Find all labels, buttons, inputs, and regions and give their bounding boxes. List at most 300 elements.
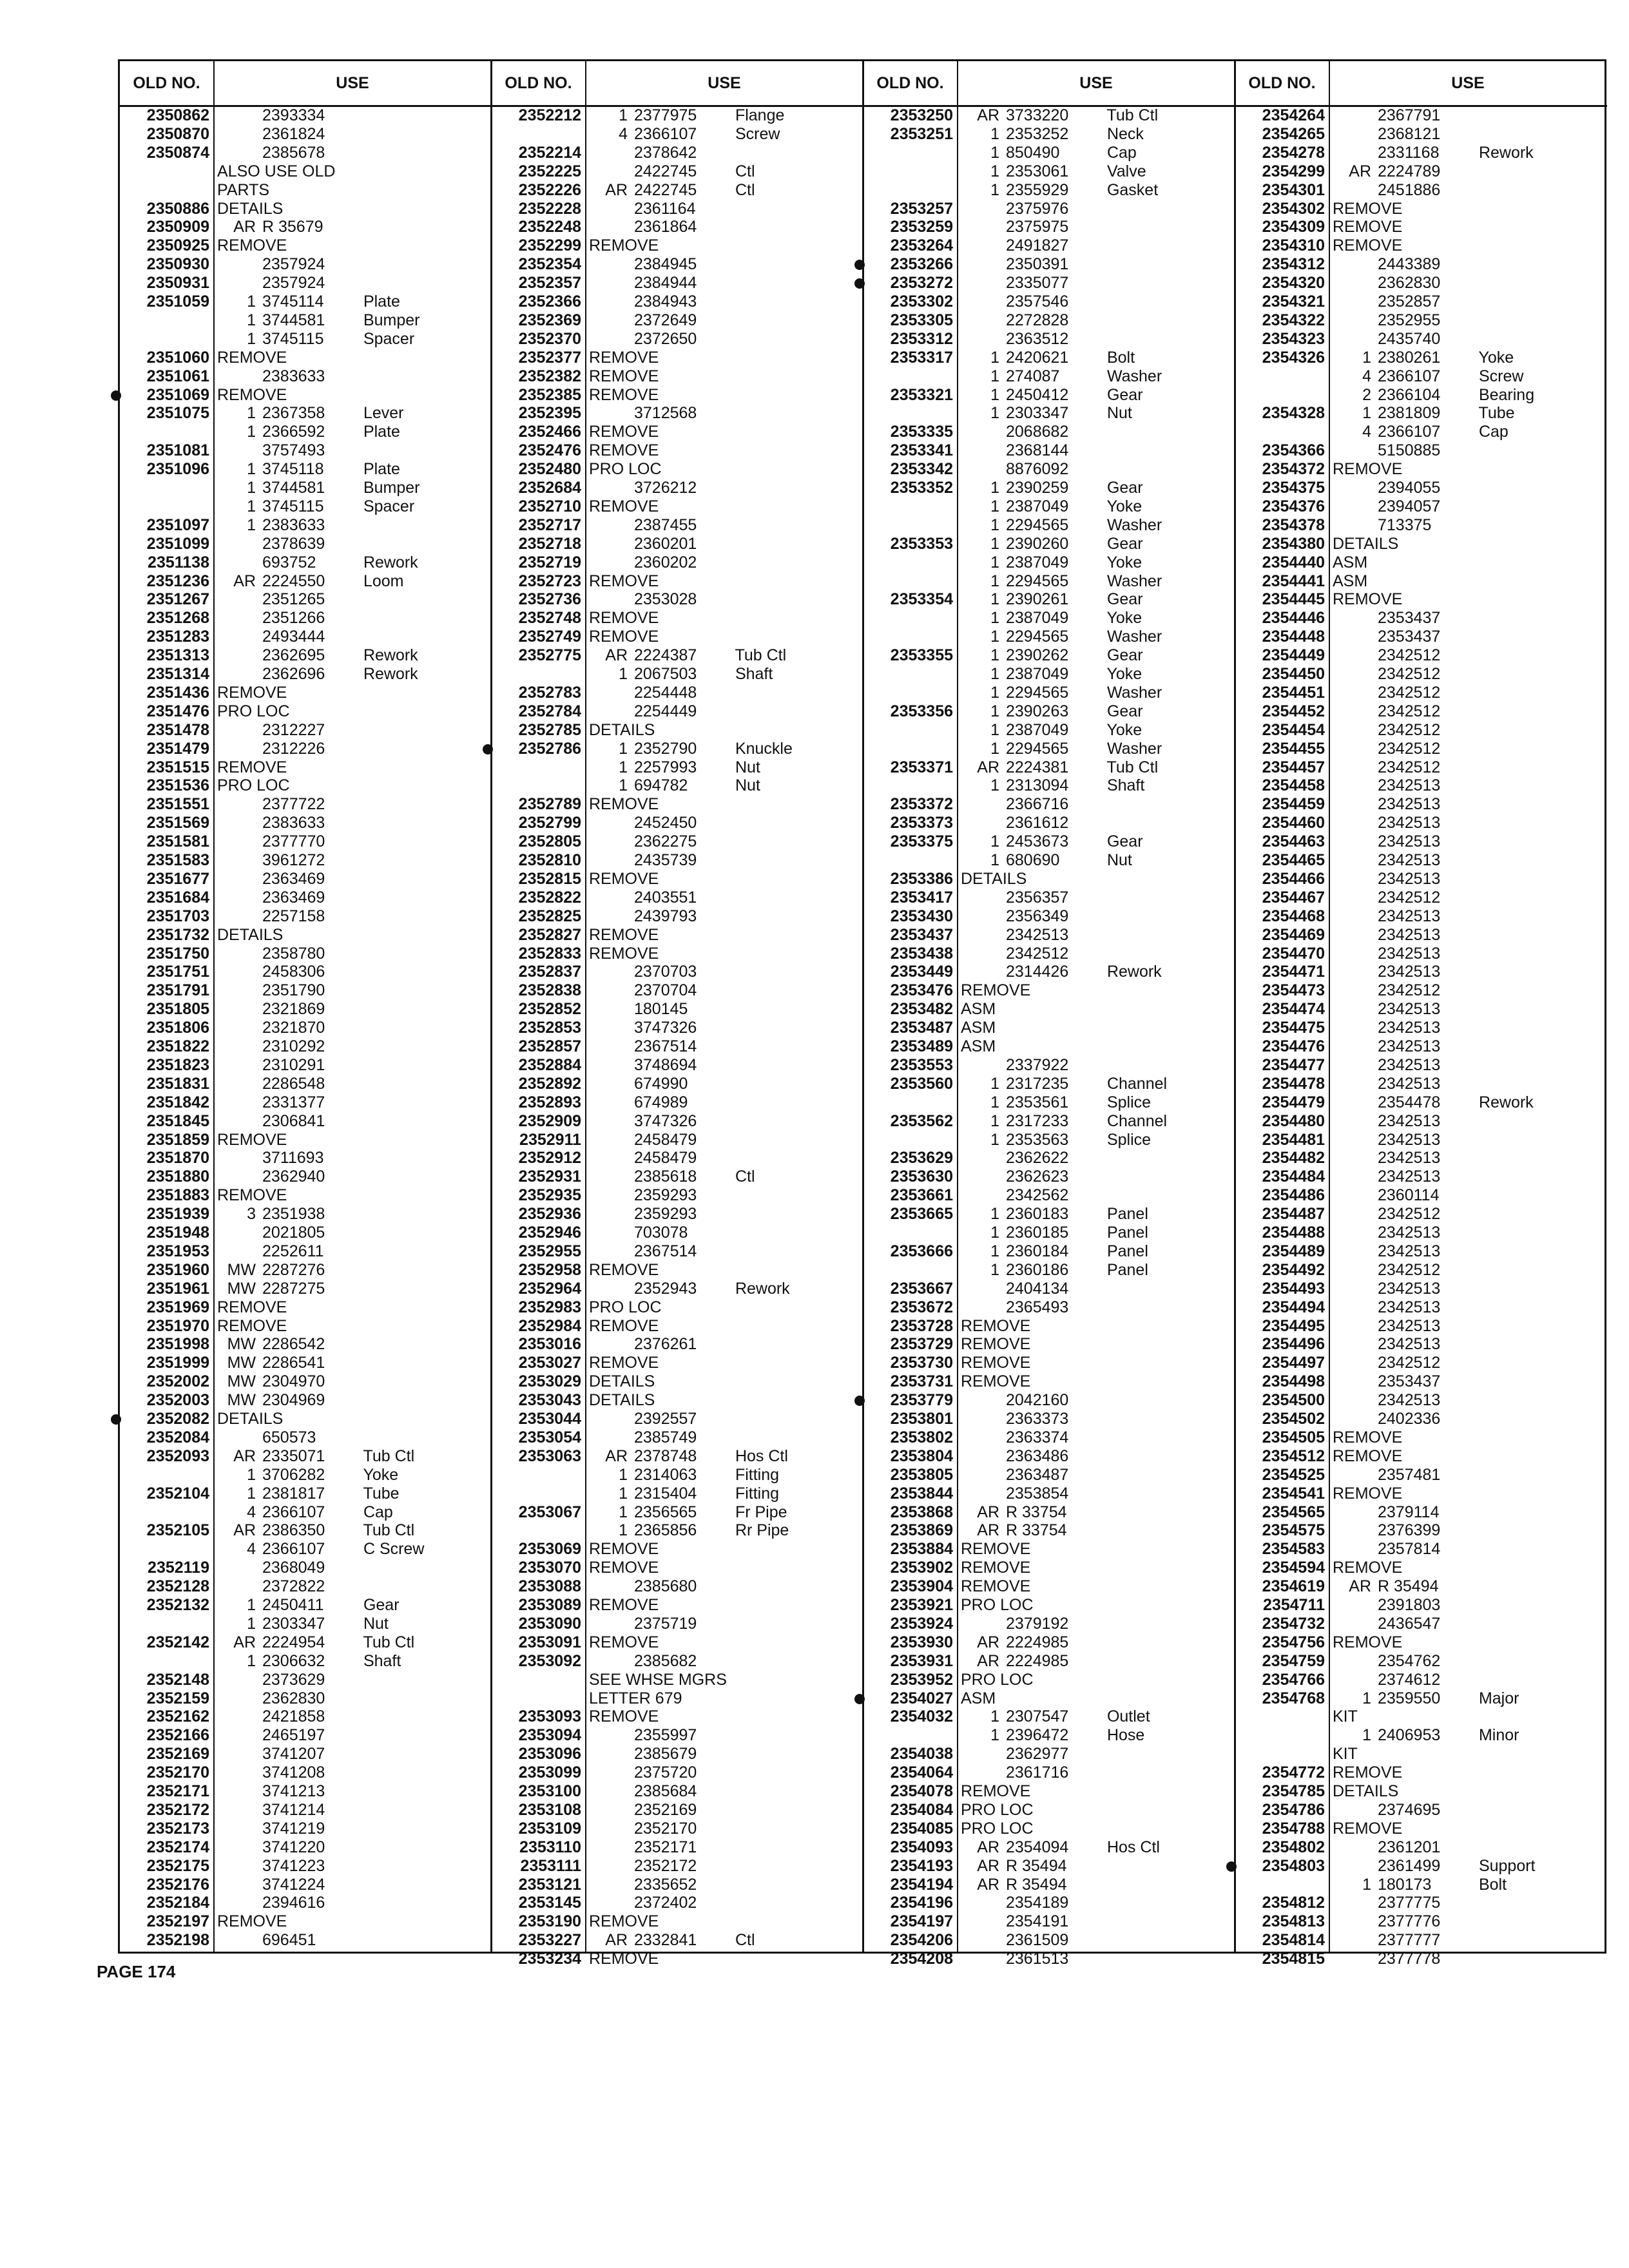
table-row	[120, 144, 492, 162]
old-number: 2353043	[518, 1391, 581, 1410]
old-number: 2352248	[518, 218, 581, 236]
old-number: 2354756	[1262, 1633, 1325, 1651]
part-description: Tub Ctl	[1103, 758, 1159, 776]
use-entry	[959, 367, 1162, 386]
table-row	[863, 1410, 1235, 1428]
use-entry	[588, 1075, 731, 1093]
use-entry	[959, 274, 1103, 293]
quantity: 1	[990, 553, 999, 572]
table-row	[863, 684, 1235, 702]
use-entry	[216, 1354, 359, 1372]
part-description: Outlet	[1103, 1707, 1150, 1726]
use-entry	[959, 404, 1132, 423]
new-part-number: 2294565	[1006, 683, 1069, 702]
table-row	[1235, 1093, 1607, 1112]
old-number: 2352825	[518, 907, 581, 925]
part-description: Tube	[1474, 404, 1515, 423]
part-description: Panel	[1103, 1260, 1148, 1279]
new-part-number: 2370703	[634, 963, 697, 981]
old-number: 2351969	[146, 1298, 209, 1316]
old-number: 2353921	[890, 1596, 953, 1614]
old-number: 2354803	[1262, 1856, 1325, 1875]
part-description: Loom	[359, 572, 404, 590]
quantity: 1	[619, 106, 628, 124]
old-number: 2353386	[890, 869, 953, 888]
new-part-number: 2356565	[634, 1503, 697, 1521]
old-number: 2351536	[146, 776, 209, 795]
use-note: REMOVE	[589, 1707, 659, 1726]
use-entry	[1331, 1838, 1474, 1857]
use-entry	[588, 776, 760, 795]
table-row	[1235, 1801, 1607, 1820]
old-number: 2353069	[518, 1540, 581, 1559]
table-row	[1235, 684, 1607, 702]
table-row	[120, 1577, 492, 1596]
old-number: 2352176	[146, 1875, 209, 1894]
quantity: 1	[1362, 348, 1371, 367]
table-row	[120, 1317, 492, 1336]
use-header: USE	[957, 61, 1235, 107]
old-number: 2354500	[1262, 1391, 1325, 1410]
old-number: 2352983	[518, 1298, 581, 1316]
part-description: Rework	[359, 665, 418, 683]
old-number: 2353342	[890, 460, 953, 479]
new-part-number: 2362275	[634, 832, 697, 851]
use-entry	[216, 1149, 359, 1168]
old-number: 2353779	[890, 1391, 953, 1410]
use-note: REMOVE	[589, 1559, 659, 1577]
old-number: 2353070	[518, 1559, 581, 1577]
use-entry	[1331, 1093, 1534, 1112]
quantity: AR	[233, 218, 256, 236]
table-row	[863, 702, 1235, 721]
new-part-number: 2366104	[1378, 385, 1441, 404]
use-entry	[216, 1820, 359, 1838]
old-number: 2351791	[146, 981, 209, 1000]
use-entry	[959, 1615, 1103, 1633]
new-part-number: R 35494	[1378, 1577, 1439, 1596]
old-no-header: OLD NO.	[1235, 61, 1329, 107]
use-entry	[588, 1745, 731, 1763]
table-row	[1235, 1876, 1607, 1894]
quantity: 1	[247, 460, 256, 479]
use-entry	[216, 1894, 359, 1912]
old-number: 2354493	[1262, 1279, 1325, 1298]
table-row	[863, 1186, 1235, 1205]
use-entry	[216, 1559, 359, 1577]
table-row	[120, 106, 492, 125]
table-row	[492, 1689, 863, 1708]
use-entry	[959, 628, 1162, 646]
quantity: 1	[619, 758, 628, 776]
table-row	[492, 795, 863, 814]
quantity: 1	[247, 404, 256, 423]
use-entry	[216, 1019, 359, 1037]
new-part-number: 2342512	[1378, 739, 1441, 758]
quantity: AR	[977, 758, 999, 776]
new-part-number: 2342513	[1378, 1111, 1441, 1130]
use-note: REMOVE	[589, 609, 659, 628]
table-row	[1235, 1410, 1607, 1428]
table-row	[492, 1485, 863, 1503]
table-row	[120, 1447, 492, 1466]
table-row	[863, 1485, 1235, 1503]
old-number: 2352789	[518, 795, 581, 814]
table-row	[1235, 1372, 1607, 1391]
part-description: Ctl	[731, 1168, 755, 1186]
use-entry	[1331, 963, 1474, 981]
new-part-number: 3741224	[262, 1875, 325, 1894]
table-row	[492, 572, 863, 591]
use-entry	[1331, 945, 1474, 963]
table-row	[863, 646, 1235, 665]
use-note: REMOVE	[589, 1912, 659, 1931]
table-row	[1235, 628, 1607, 646]
use-note: REMOVE	[961, 1782, 1031, 1800]
new-part-number: 2351938	[262, 1205, 325, 1224]
use-entry	[1331, 404, 1515, 423]
new-part-number: 2357814	[1378, 1540, 1441, 1559]
old-number: 2354502	[1262, 1410, 1325, 1428]
old-number: 2351939	[146, 1205, 209, 1224]
old-number: 2352225	[518, 162, 581, 180]
use-entry	[1331, 1801, 1474, 1820]
new-part-number: 850490	[1006, 143, 1060, 162]
quantity: 1	[990, 515, 999, 534]
table-row	[120, 1596, 492, 1615]
use-entry	[959, 200, 1103, 218]
table-row	[120, 386, 492, 405]
old-number: 2354473	[1262, 981, 1325, 1000]
use-entry	[588, 1019, 731, 1037]
use-entry	[1331, 1019, 1474, 1037]
new-part-number: 2362695	[262, 646, 325, 665]
use-entry	[1331, 1391, 1474, 1410]
new-part-number: 2360186	[1006, 1260, 1069, 1279]
use-entry	[1331, 1931, 1474, 1950]
table-row	[120, 1876, 492, 1894]
table-row	[863, 479, 1235, 497]
table-row	[1235, 386, 1607, 405]
new-part-number: 3741219	[262, 1819, 325, 1838]
quantity: 1	[247, 293, 256, 311]
old-number: 2353562	[890, 1111, 953, 1130]
old-number: 2353321	[890, 385, 953, 404]
quantity: AR	[605, 1446, 628, 1465]
table-row	[1235, 1019, 1607, 1037]
use-entry	[959, 1485, 1103, 1503]
use-entry	[216, 1577, 359, 1596]
old-number: 2352909	[518, 1111, 581, 1130]
part-description: Bolt	[1103, 348, 1135, 367]
new-part-number: 2287275	[262, 1279, 325, 1298]
old-number: 2352931	[518, 1168, 581, 1186]
old-number: 2354449	[1262, 646, 1325, 665]
old-number: 2353553	[890, 1055, 953, 1074]
use-entry	[216, 1782, 359, 1801]
table-row	[863, 740, 1235, 758]
table-row	[863, 945, 1235, 963]
new-part-number: 2396472	[1006, 1726, 1069, 1745]
old-number: 2354474	[1262, 1000, 1325, 1019]
part-description: Knuckle	[731, 739, 793, 758]
old-number: 2352173	[146, 1819, 209, 1838]
new-part-number: 2252611	[262, 1242, 324, 1260]
old-number: 2352159	[146, 1689, 209, 1707]
use-entry	[216, 1652, 401, 1671]
use-note: DETAILS	[961, 869, 1027, 888]
use-entry	[1331, 1577, 1474, 1596]
old-number: 2353437	[890, 925, 953, 944]
new-part-number: 2383633	[262, 367, 325, 385]
table-row	[863, 665, 1235, 684]
old-number: 2352827	[518, 925, 581, 944]
old-number: 2351750	[146, 944, 209, 963]
use-note: REMOVE	[1333, 460, 1403, 479]
old-number: 2353802	[890, 1428, 953, 1446]
quantity: 1	[247, 1614, 256, 1633]
use-entry	[1331, 851, 1474, 870]
new-part-number: 2368121	[1378, 124, 1441, 143]
use-entry	[588, 1876, 731, 1894]
old-number: 2351515	[146, 758, 209, 776]
new-part-number: 2363374	[1006, 1428, 1069, 1446]
table-row	[492, 1931, 863, 1950]
new-part-number: 2312226	[262, 739, 325, 758]
new-part-number: 2366107	[262, 1503, 325, 1521]
table-row	[492, 200, 863, 218]
table-row	[863, 1019, 1235, 1037]
table-row	[120, 1745, 492, 1763]
table-row	[492, 516, 863, 535]
table-row	[120, 926, 492, 945]
old-number: 2351569	[146, 814, 209, 832]
old-number: 2354445	[1262, 590, 1325, 609]
table-row	[492, 1056, 863, 1075]
new-part-number: 2362977	[1006, 1745, 1069, 1763]
part-description: Gear	[1103, 590, 1143, 609]
use-note: REMOVE	[961, 981, 1031, 1000]
new-part-number: 2321869	[262, 1000, 325, 1019]
quantity: 1	[990, 776, 999, 795]
table-row	[1235, 1037, 1607, 1056]
use-entry	[588, 684, 731, 702]
new-part-number: 2342513	[1378, 814, 1441, 832]
use-note: REMOVE	[589, 423, 659, 441]
use-entry	[959, 181, 1158, 200]
table-row	[1235, 1820, 1607, 1838]
old-number: 2354488	[1262, 1224, 1325, 1242]
old-number: 2351099	[146, 534, 209, 553]
old-number: 2353869	[890, 1521, 953, 1540]
table-row	[120, 572, 492, 591]
use-entry	[1331, 1410, 1474, 1428]
new-part-number: 2361164	[634, 199, 696, 218]
table-row	[1235, 1186, 1607, 1205]
table-row	[120, 1912, 492, 1931]
use-note: DETAILS	[589, 1391, 655, 1410]
use-note: ASM	[1333, 572, 1368, 590]
part-description: Tub Ctl	[359, 1521, 415, 1540]
use-note: REMOVE	[589, 385, 659, 404]
quantity: 1	[990, 1074, 999, 1093]
new-part-number: 2422745	[634, 162, 697, 180]
old-number: 2352142	[146, 1633, 209, 1651]
table-row	[863, 1354, 1235, 1372]
old-number: 2354038	[890, 1745, 953, 1763]
new-part-number: 2351790	[262, 981, 325, 1000]
old-number: 2352082	[146, 1410, 209, 1428]
table-row	[1235, 795, 1607, 814]
old-number: 2352892	[518, 1074, 581, 1093]
table-row	[863, 553, 1235, 572]
part-description: Bumper	[359, 311, 420, 329]
new-part-number: 2403551	[634, 888, 697, 907]
table-row	[120, 479, 492, 497]
table-row	[1235, 740, 1607, 758]
new-part-number: 2350391	[1006, 255, 1069, 274]
table-row	[492, 1782, 863, 1801]
new-part-number: 2375720	[634, 1763, 697, 1782]
new-part-number: 2342513	[1378, 851, 1441, 869]
use-entry	[588, 106, 784, 125]
table-row	[120, 1000, 492, 1019]
old-number: 2351831	[146, 1074, 209, 1093]
new-part-number: 2390263	[1006, 702, 1069, 720]
use-entry	[216, 1726, 359, 1745]
table-row	[492, 386, 863, 405]
new-part-number: 2353437	[1378, 1372, 1441, 1391]
use-entry	[1331, 181, 1474, 200]
new-part-number: 2365493	[1006, 1298, 1069, 1316]
new-part-number: 2257158	[262, 907, 325, 925]
old-number: 2353044	[518, 1410, 581, 1428]
table-row	[492, 1205, 863, 1224]
old-number: 2351081	[146, 441, 209, 460]
use-entry	[1331, 1354, 1474, 1372]
new-part-number: 2452450	[634, 814, 697, 832]
new-part-number: 2312227	[262, 720, 325, 739]
table-row	[863, 1857, 1235, 1876]
use-entry	[959, 945, 1103, 963]
use-note: DETAILS	[217, 1410, 284, 1428]
use-entry	[959, 851, 1132, 870]
table-row	[1235, 1782, 1607, 1801]
use-entry	[216, 945, 359, 963]
use-entry	[216, 1689, 359, 1708]
new-part-number: 2342513	[1378, 1055, 1441, 1074]
quantity: MW	[227, 1354, 256, 1372]
new-part-number: 3748694	[634, 1055, 697, 1074]
new-part-number: 2353061	[1006, 162, 1069, 180]
use-note: REMOVE	[589, 795, 659, 814]
use-entry	[1331, 814, 1474, 832]
use-note: REMOVE	[961, 1577, 1031, 1596]
table-row	[863, 1428, 1235, 1447]
new-part-number: 2372650	[634, 329, 697, 348]
quantity: AR	[605, 1931, 628, 1950]
quantity: AR	[233, 1521, 256, 1540]
use-entry	[1331, 740, 1474, 758]
old-number: 2352369	[518, 311, 581, 329]
use-entry	[588, 1410, 731, 1428]
new-part-number: 650573	[262, 1428, 316, 1446]
table-row	[492, 1224, 863, 1242]
new-part-number: 2387049	[1006, 497, 1069, 515]
new-part-number: 2366107	[1378, 367, 1441, 385]
new-part-number: 2385680	[634, 1577, 697, 1596]
old-number: 2354478	[1262, 1074, 1325, 1093]
use-entry	[216, 553, 418, 572]
old-number: 2354193	[890, 1856, 953, 1875]
use-note: REMOVE	[217, 236, 287, 255]
new-part-number: 2360183	[1006, 1205, 1069, 1224]
old-number: 2354786	[1262, 1800, 1325, 1819]
old-number: 2353560	[890, 1074, 953, 1093]
part-description: Splice	[1103, 1130, 1152, 1149]
old-number: 2354465	[1262, 851, 1325, 869]
new-part-number: 2387049	[1006, 553, 1069, 572]
old-number: 2352955	[518, 1242, 581, 1260]
quantity: 1	[990, 628, 999, 646]
old-number: 2354302	[1262, 199, 1325, 218]
table-row	[1235, 1242, 1607, 1261]
old-number: 2353335	[890, 423, 953, 441]
use-entry	[588, 1652, 731, 1671]
use-entry	[216, 665, 418, 684]
old-number: 2354323	[1262, 329, 1325, 348]
old-number: 2351823	[146, 1055, 209, 1074]
old-number: 2354711	[1263, 1596, 1325, 1614]
use-entry	[959, 311, 1103, 330]
old-number: 2353728	[890, 1316, 953, 1335]
use-entry	[1331, 684, 1474, 702]
table-row	[1235, 255, 1607, 274]
old-number: 2353630	[890, 1168, 953, 1186]
part-description: Tube	[359, 1484, 400, 1503]
use-entry	[216, 218, 359, 236]
table-row	[1235, 1298, 1607, 1317]
use-entry	[216, 1838, 359, 1857]
table-row	[120, 1707, 492, 1726]
table-row	[120, 851, 492, 870]
old-number: 2351314	[146, 665, 209, 683]
new-part-number: 2306632	[262, 1651, 325, 1670]
old-number: 2353902	[890, 1559, 953, 1577]
table-row	[1235, 1075, 1607, 1093]
new-part-number: 3726212	[634, 479, 697, 497]
old-number: 2353430	[890, 907, 953, 925]
use-entry	[959, 106, 1158, 125]
part-description: Ctl	[731, 180, 755, 199]
table-row	[1235, 1261, 1607, 1280]
table-row	[863, 1093, 1235, 1112]
old-number: 2351069	[146, 385, 209, 404]
quantity: AR	[977, 1503, 999, 1521]
old-number: 2352946	[518, 1224, 581, 1242]
use-entry	[1331, 1149, 1474, 1168]
old-number: 2354452	[1262, 702, 1325, 720]
use-entry	[959, 758, 1158, 777]
use-entry	[1331, 367, 1523, 386]
part-description: Plate	[359, 460, 400, 479]
part-description: Splice	[1103, 1093, 1152, 1111]
table-row	[1235, 889, 1607, 907]
use-note: REMOVE	[1333, 1428, 1403, 1446]
use-note: REMOVE	[1333, 1559, 1403, 1577]
new-part-number: 2360184	[1006, 1242, 1069, 1260]
use-note: REMOVE	[961, 1540, 1031, 1559]
